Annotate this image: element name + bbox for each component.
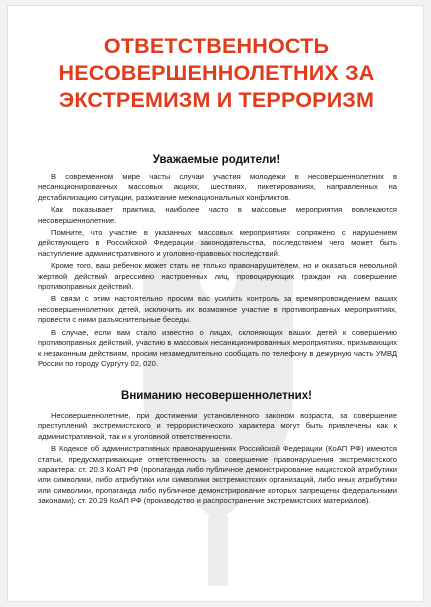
paragraph: Кроме того, ваш ребенок может стать не только правонарушителем, но и оказаться невольной жертвой действий агрессивно настроенных лиц, провоцирующих граждан на совершение противоправных действий.	[38, 261, 397, 292]
title-line-3: ЭКСТРЕМИЗМ И ТЕРРОРИЗМ	[58, 88, 375, 112]
minors-section	[38, 411, 397, 509]
heading-minors: Вниманию несовершеннолетних!	[121, 390, 312, 402]
page-title	[8, 33, 424, 114]
paragraph: В случае, если вам стало известно о лицах, склоняющих ваших детей к совершению противоправных действий, участию в массовых несанкционированных мероприятиях, призывающих к незаконным действиям, просим незамедлительно сообщать по телефону в дежурную часть УМВД России по городу Сургуту 02, 020.	[38, 327, 397, 368]
parents-section	[38, 172, 397, 371]
paragraph: В Кодексе об административных правонарушениях Российской Федерации (КоАП РФ) имеются статьи, предусматривающие ответственность за совершение правонарушения экстремистского характера: ст. 20.3 КоАП РФ (пропаганда либо публичное демонстрирование нацистской атрибутики или символики, либо атрибутики или символики экстремистских организаций, либо иных атрибутики или символики, пропаганда либо публичное демонстрирование которых запрещены федеральными законами); ст. 20.29 КоАП РФ (производство и распространение экстремистских материалов).	[38, 444, 397, 506]
title-line-2: НЕСОВЕРШЕННОЛЕТНИХ ЗА	[58, 61, 375, 85]
leaflet-page	[7, 5, 424, 602]
title-line-1: ОТВЕТСТВЕННОСТЬ	[103, 34, 330, 58]
heading-parents: Уважаемые родители!	[152, 154, 281, 166]
paragraph: Помните, что участие в указанных массовых мероприятиях сопряжено с нарушением действующего в Российской Федерации законодательства, последствием чего может быть наступление административного и уголовно-правовых последствий.	[38, 228, 397, 258]
paragraph: Несовершеннолетние, при достижении установленного законом возраста, за совершение преступлений экстремистского и террористического характера могут быть привлечены как к административной, так и к уголовной ответственности.	[38, 411, 397, 441]
paragraph: Как показывает практика, наиболее часто в массовые мероприятия вовлекаются несовершеннолетние.	[38, 205, 397, 225]
paragraph: В современном мире часты случаи участия молодежи в несовершеннолетних в несанкционированных массовых акциях, шествиях, пикетированиях, направленных на дестабилизацию ситуации, разжигание межнациональных конфликтов.	[38, 172, 397, 202]
paragraph: В связи с этим настоятельно просим вас усилить контроль за времяпровождением ваших несовершеннолетних детей, исключить их возможное участие в противоправных мероприятиях, провести с ними разъяснительные беседы.	[38, 294, 397, 325]
